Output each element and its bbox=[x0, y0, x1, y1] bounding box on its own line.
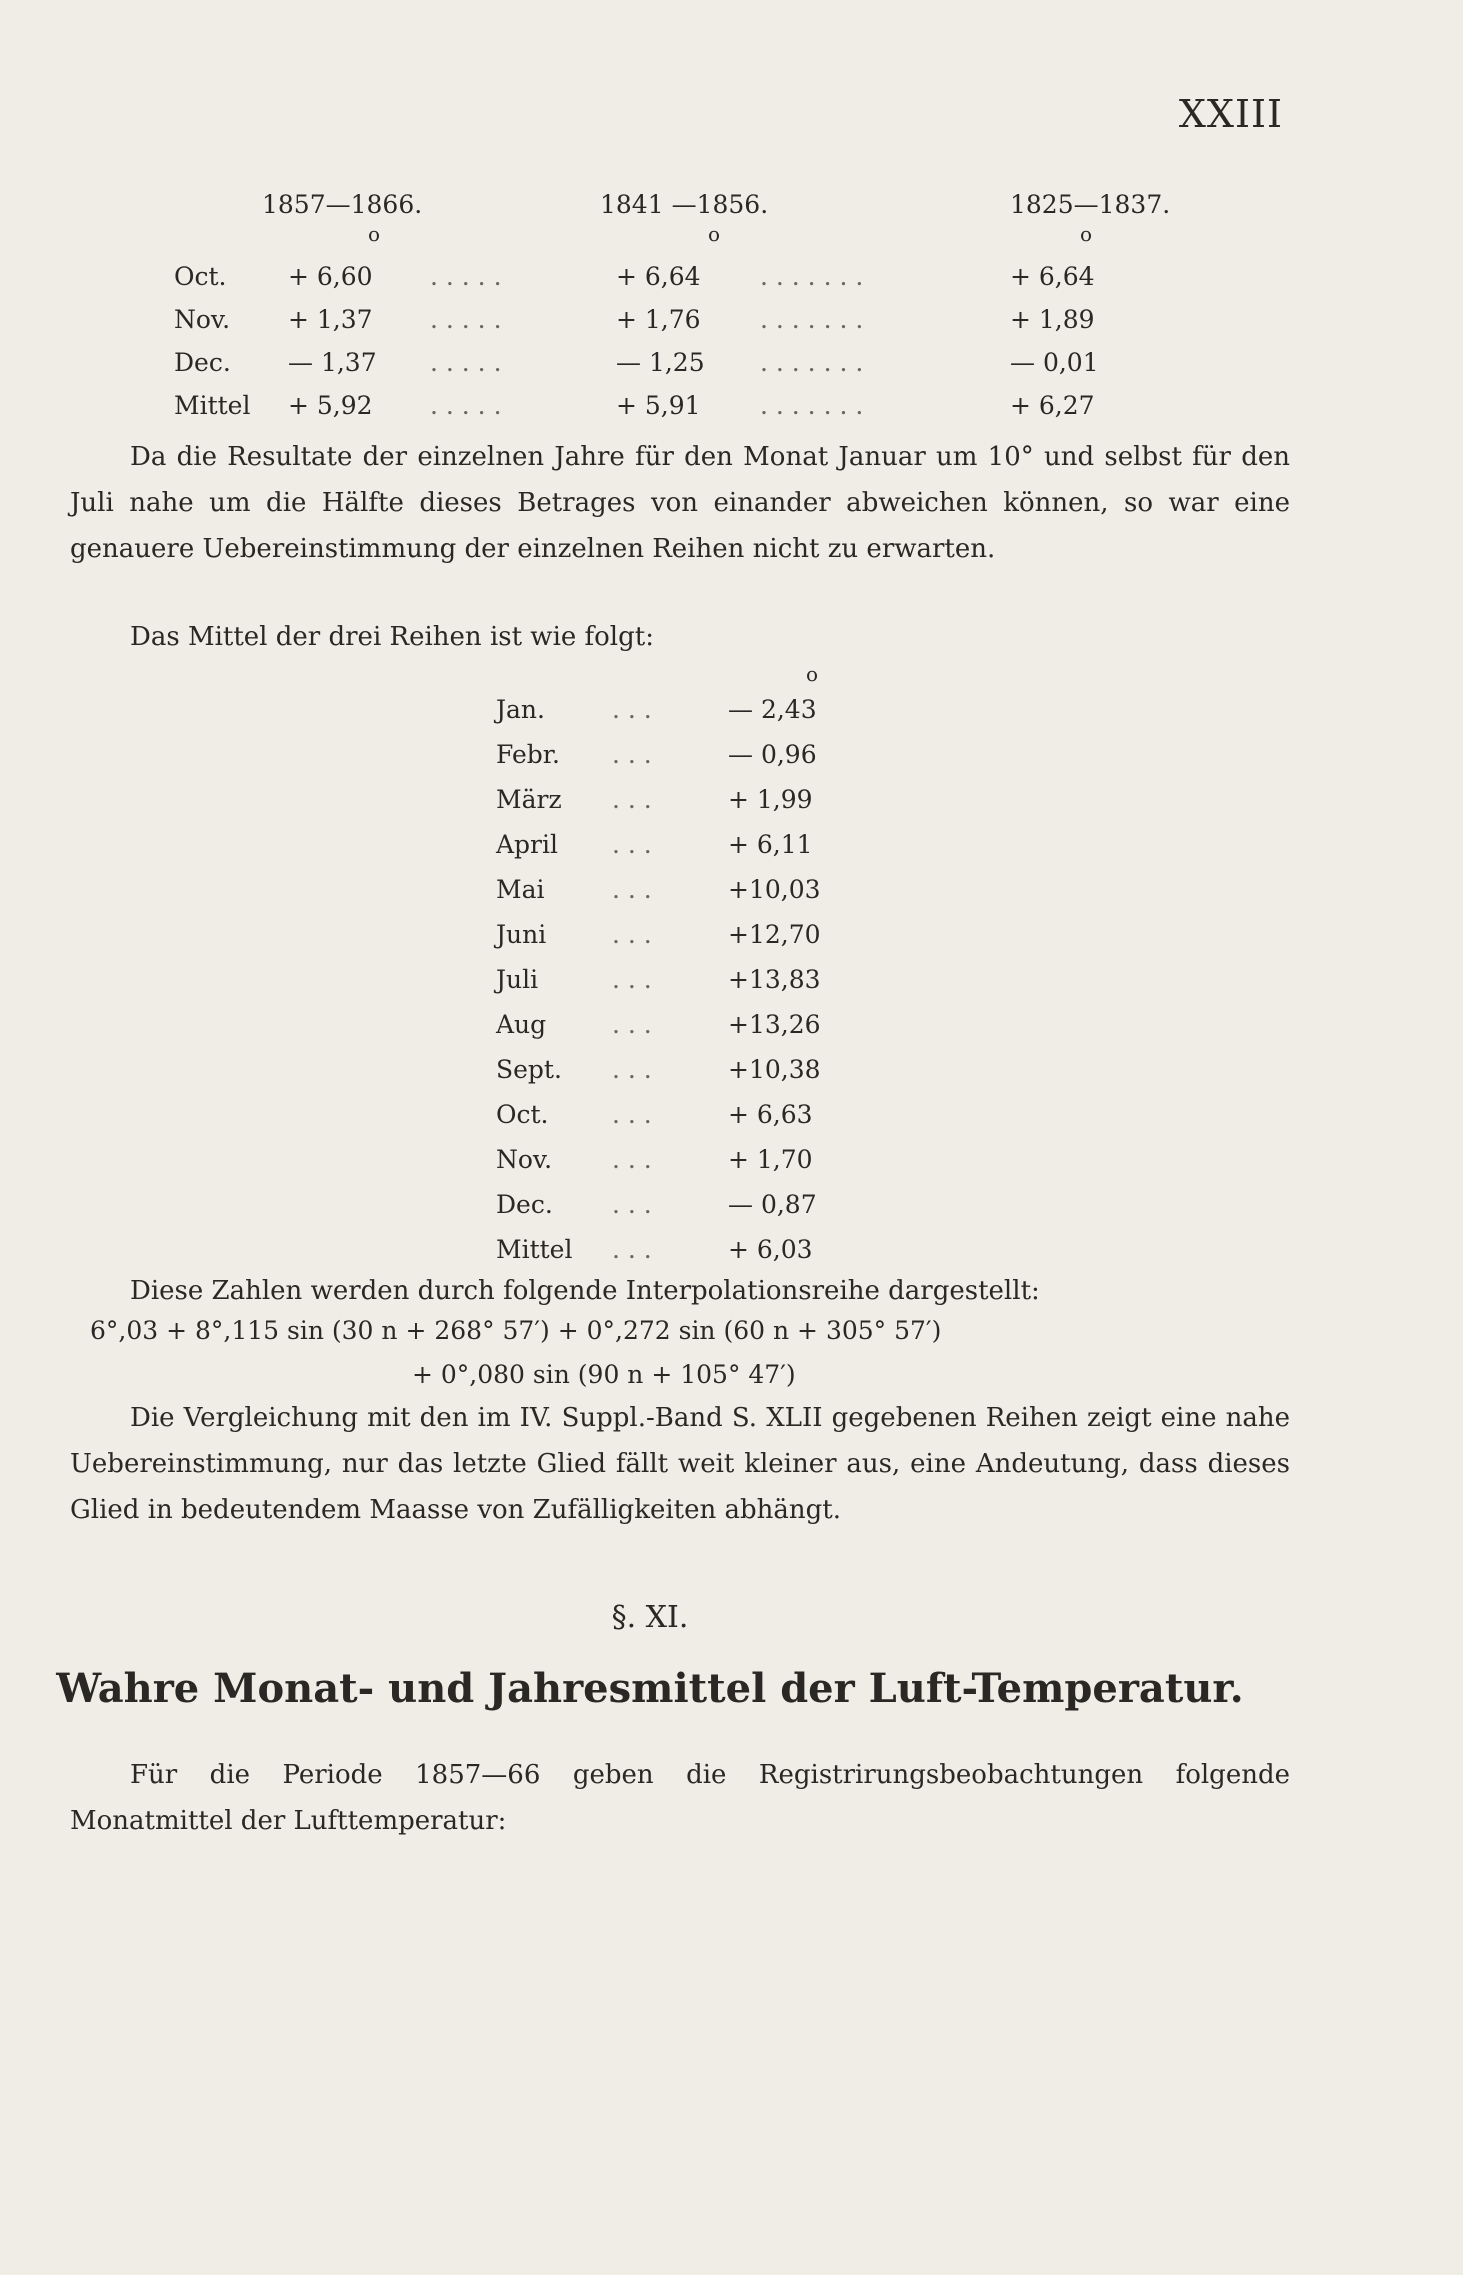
leader-dots: . . . bbox=[612, 740, 652, 769]
month-label: Nov. bbox=[174, 305, 231, 334]
month-label: Mittel bbox=[174, 391, 251, 420]
value-1841: + 1,76 bbox=[616, 305, 701, 334]
month-label: April bbox=[496, 830, 558, 859]
section-heading: Wahre Monat- und Jahresmittel der Luft-Temperatur. bbox=[56, 1665, 1244, 1712]
value-1825: — 0,01 bbox=[1010, 348, 1099, 377]
mean-value: +13,26 bbox=[728, 1010, 821, 1039]
leader-dots: . . . bbox=[612, 1235, 652, 1264]
leader-dots: . . . bbox=[612, 695, 652, 724]
leader-dots: . . . bbox=[612, 1145, 652, 1174]
value-1857: + 5,92 bbox=[288, 391, 373, 420]
leader-dots: . . . . . . . bbox=[760, 262, 864, 291]
month-label: Juni bbox=[496, 920, 547, 949]
paragraph-mean-intro: Das Mittel der drei Reihen ist wie folgt: bbox=[130, 622, 654, 652]
mean-value: — 2,43 bbox=[728, 695, 817, 724]
value-1857: + 1,37 bbox=[288, 305, 373, 334]
leader-dots: . . . bbox=[612, 830, 652, 859]
leader-dots: . . . . . bbox=[430, 348, 502, 377]
degree-mark: o bbox=[708, 222, 721, 246]
comparison-row bbox=[0, 305, 1463, 349]
period-header-1825: 1825—1837. bbox=[1010, 190, 1171, 219]
formula-line-2: + 0°,080 sin (90 n + 105° 47′) bbox=[412, 1360, 796, 1389]
mean-value: +12,70 bbox=[728, 920, 821, 949]
mean-value: +10,03 bbox=[728, 875, 821, 904]
mean-value: + 6,63 bbox=[728, 1100, 813, 1129]
leader-dots: . . . bbox=[612, 875, 652, 904]
month-label: Juli bbox=[496, 965, 539, 994]
leader-dots: . . . bbox=[612, 965, 652, 994]
leader-dots: . . . bbox=[612, 1010, 652, 1039]
month-label: Nov. bbox=[496, 1145, 553, 1174]
mean-value: +13,83 bbox=[728, 965, 821, 994]
value-1841: + 5,91 bbox=[616, 391, 701, 420]
degree-mark: o bbox=[806, 662, 819, 686]
leader-dots: . . . bbox=[612, 1190, 652, 1219]
value-1841: — 1,25 bbox=[616, 348, 705, 377]
month-label: Oct. bbox=[496, 1100, 549, 1129]
period-header-1841: 1841 —1856. bbox=[600, 190, 769, 219]
leader-dots: . . . . . bbox=[430, 391, 502, 420]
leader-dots: . . . bbox=[612, 920, 652, 949]
leader-dots: . . . bbox=[612, 1100, 652, 1129]
paragraph-interpolation-intro: Diese Zahlen werden durch folgende Interpolationsreihe dargestellt: bbox=[130, 1276, 1040, 1306]
mean-value: — 0,87 bbox=[728, 1190, 817, 1219]
value-1857: — 1,37 bbox=[288, 348, 377, 377]
leader-dots: . . . . . . . bbox=[760, 348, 864, 377]
mean-value: — 0,96 bbox=[728, 740, 817, 769]
month-label: Dec. bbox=[174, 348, 231, 377]
month-label: Mai bbox=[496, 875, 545, 904]
mean-value: + 6,03 bbox=[728, 1235, 813, 1264]
period-header-1857: 1857—1866. bbox=[262, 190, 423, 219]
degree-mark: o bbox=[1080, 222, 1093, 246]
value-1841: + 6,64 bbox=[616, 262, 701, 291]
paragraph-variation: Da die Resultate der einzelnen Jahre für den Monat Januar um 10° und selbst für den Juli nahe um die Hälfte dieses Betrages von einander abweichen können, so war eine genauere Uebereinstimmung der einzelnen Reihen nicht zu erwarten. bbox=[70, 442, 1290, 564]
mean-value: + 6,11 bbox=[728, 830, 813, 859]
leader-dots: . . . . . . . bbox=[760, 305, 864, 334]
comparison-row bbox=[0, 391, 1463, 435]
month-label: Sept. bbox=[496, 1055, 562, 1084]
mean-value: + 1,99 bbox=[728, 785, 813, 814]
leader-dots: . . . bbox=[612, 1055, 652, 1084]
value-1857: + 6,60 bbox=[288, 262, 373, 291]
page-number: XXIII bbox=[1178, 92, 1283, 136]
paragraph-period-intro: Für die Periode 1857—66 geben die Registrirungsbeobachtungen folgende Monatmittel der Lufttemperatur: bbox=[70, 1760, 1290, 1836]
leader-dots: . . . . . bbox=[430, 305, 502, 334]
comparison-row bbox=[0, 348, 1463, 392]
mean-value: + 1,70 bbox=[728, 1145, 813, 1174]
section-number: §. XI. bbox=[611, 1600, 689, 1635]
leader-dots: . . . . . bbox=[430, 262, 502, 291]
month-label: Mittel bbox=[496, 1235, 573, 1264]
paragraph-comparison: Die Vergleichung mit den im IV. Suppl.-Band S. XLII gegebenen Reihen zeigt eine nahe Uebereinstimmung, nur das letzte Glied fällt weit kleiner aus, eine Andeutung, dass dieses Glied in bedeutendem Maasse von Zufälligkeiten abhängt. bbox=[70, 1403, 1290, 1525]
leader-dots: . . . bbox=[612, 785, 652, 814]
month-label: Jan. bbox=[496, 695, 545, 724]
month-label: März bbox=[496, 785, 562, 814]
value-1825: + 6,27 bbox=[1010, 391, 1095, 420]
formula-line-1: 6°,03 + 8°,115 sin (30 n + 268° 57′) + 0°,272 sin (60 n + 305° 57′) bbox=[90, 1316, 942, 1345]
value-1825: + 6,64 bbox=[1010, 262, 1095, 291]
month-label: Aug bbox=[496, 1010, 547, 1039]
mean-value: +10,38 bbox=[728, 1055, 821, 1084]
month-label: Oct. bbox=[174, 262, 227, 291]
value-1825: + 1,89 bbox=[1010, 305, 1095, 334]
leader-dots: . . . . . . . bbox=[760, 391, 864, 420]
degree-mark: o bbox=[368, 222, 381, 246]
comparison-row bbox=[0, 262, 1463, 306]
month-label: Febr. bbox=[496, 740, 560, 769]
month-label: Dec. bbox=[496, 1190, 553, 1219]
